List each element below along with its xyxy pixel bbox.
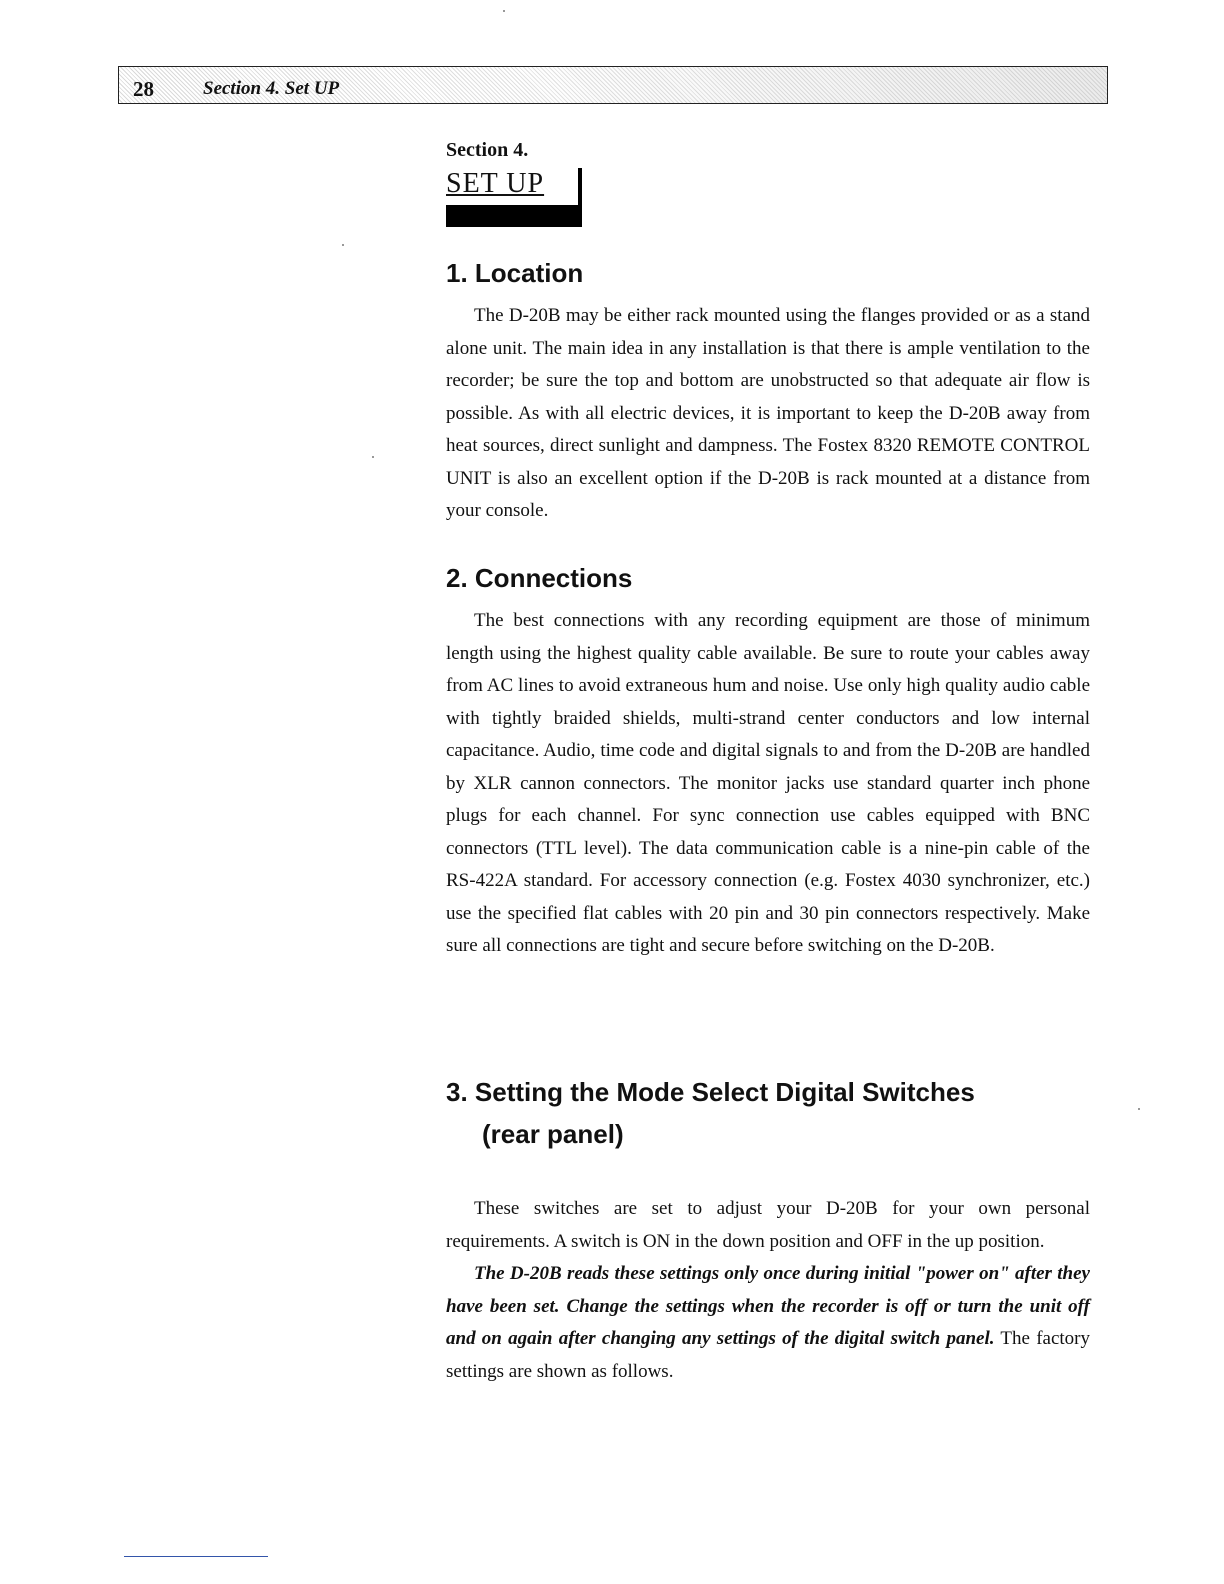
- running-header: [118, 66, 1108, 104]
- section-label: Section 4.: [446, 139, 529, 161]
- paragraph-switches: These switches are set to adjust your D-20B for your own personal requirements. A switch is ON in the down position and OFF in the up position.: [446, 1198, 1090, 1252]
- paragraph-connections: The best connections with any recording equipment are those of minimum length using the highest quality cable available. Be sure to route your cables away from AC lines to avoid extraneous hum and noise. Use only high quality audio cable with tightly braided shields, multi-strand center conductors and low internal capacitance. Audio, time code and digital signals to and from the D-20B are handled by XLR cannon connectors. The monitor jacks use standard quarter inch phone plugs for each channel. For sync connection use cables equipped with BNC connectors (TTL level). The data communication cable is a nine-pin cable of the RS-422A standard. For accessory connection (e.g. Fostex 4030 synchronizer, etc.) use the specified flat cables with 20 pin and 30 pin connectors respectively. Make sure all connections are tight and secure before switching on the D-20B.: [446, 610, 1090, 956]
- scan-speck: [342, 244, 344, 246]
- title-underbar: [446, 205, 582, 227]
- heading-location: 1. Location: [446, 258, 584, 288]
- heading-mode-select-sub: (rear panel): [482, 1119, 624, 1149]
- heading-mode-select: 3. Setting the Mode Select Digital Switches: [446, 1077, 975, 1107]
- scan-speck: [1138, 1108, 1140, 1110]
- emphasis-note: The D-20B reads these settings only once during initial "power on" after they have been set. Change the settings when the recorder is off or turn the unit off and on again after changing any settings of the digital switch panel.: [446, 1263, 1090, 1349]
- closing-note: The factory settings are shown as follows.: [446, 1328, 1090, 1382]
- scan-speck: [372, 456, 374, 458]
- running-header-title: Section 4. Set UP: [203, 78, 340, 99]
- paragraph-note: [446, 1258, 1090, 1388]
- title-vertical-rule: [578, 168, 582, 208]
- section-title: SET UP: [446, 168, 545, 199]
- paragraph-location: The D-20B may be either rack mounted using the flanges provided or as a stand alone unit. The main idea in any installation is that there is ample ventilation to the recorder; be sure the top and bottom are unobstructed so that adequate air flow is possible. As with all electric devices, it is important to keep the D-20B away from heat sources, direct sunlight and dampness. The Fostex 8320 REMOTE CONTROL UNIT is also an excellent option if the D-20B is rack mounted at a distance from your console.: [446, 305, 1090, 521]
- heading-connections: 2. Connections: [446, 563, 633, 593]
- section-title-block: [446, 168, 582, 227]
- footer-rule: [124, 1556, 268, 1557]
- scan-speck: [503, 10, 505, 12]
- page-number: 28: [133, 77, 154, 101]
